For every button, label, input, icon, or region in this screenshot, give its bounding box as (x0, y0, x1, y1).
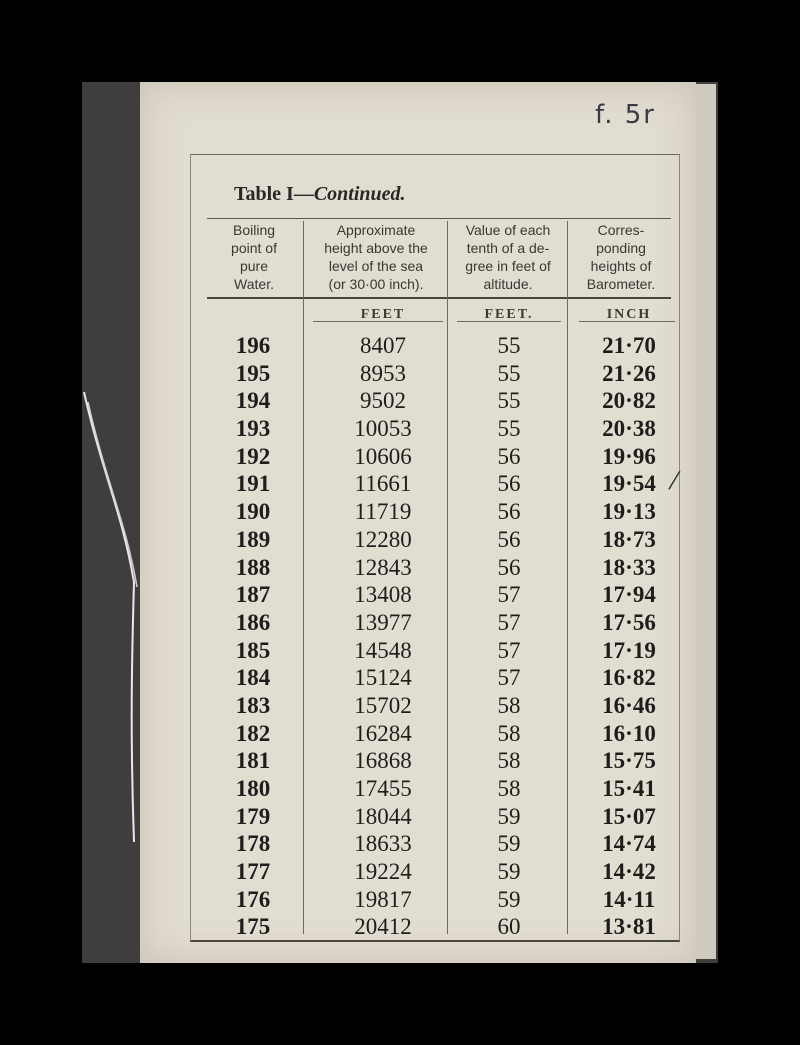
cell-value-per-tenth: 56 (497, 471, 521, 497)
cell-value-per-tenth: 58 (497, 748, 521, 774)
table-row (191, 720, 679, 748)
cell-barometer-inch: 15·41 (602, 776, 656, 801)
cell-value-per-tenth: 57 (497, 609, 521, 635)
cell-barometer-inch: 20·82 (602, 388, 656, 414)
header-barometer: Corres- ponding heights of Barometer. (586, 222, 656, 292)
table-row (191, 498, 679, 526)
cell-value-per-tenth: 58 (497, 776, 521, 801)
table-row (191, 913, 679, 941)
cell-value-per-tenth: 57 (497, 665, 521, 691)
cell-value-per-tenth: 59 (497, 886, 521, 912)
cell-value-per-tenth: 60 (497, 914, 521, 940)
cell-height-feet: 19817 (354, 886, 412, 912)
cell-value-per-tenth: 59 (497, 859, 521, 885)
unit-rule (579, 321, 675, 322)
table-row (191, 858, 679, 886)
cell-boiling-point: 196 (235, 333, 271, 358)
table-row (191, 332, 679, 360)
cell-boiling-point: 187 (235, 582, 271, 608)
cell-barometer-inch: 16·46 (602, 692, 656, 718)
cell-height-feet: 10053 (354, 416, 412, 442)
cell-barometer-inch: 21·26 (602, 360, 656, 386)
unit-feet: FEET (360, 307, 406, 322)
table-row (191, 775, 679, 803)
cell-barometer-inch: 15·75 (602, 748, 656, 774)
cell-value-per-tenth: 58 (497, 720, 521, 746)
cell-boiling-point: 179 (235, 803, 271, 829)
cell-boiling-point: 185 (235, 637, 271, 663)
cell-height-feet: 9502 (360, 388, 406, 414)
cell-value-per-tenth: 56 (497, 443, 521, 469)
cell-barometer-inch: 16·82 (602, 665, 656, 691)
page (140, 82, 696, 963)
cell-barometer-inch: 18·73 (602, 526, 656, 552)
table-row (191, 387, 679, 415)
cell-barometer-inch: 19·54 (602, 471, 656, 497)
cell-height-feet: 10606 (354, 443, 412, 469)
header-rule-bottom (207, 297, 671, 299)
cell-barometer-inch: 21·70 (602, 333, 656, 358)
cell-boiling-point: 178 (235, 831, 271, 857)
cell-value-per-tenth: 57 (497, 582, 521, 608)
cell-height-feet: 19224 (354, 859, 412, 885)
cell-boiling-point: 175 (235, 914, 271, 940)
cell-boiling-point: 192 (235, 443, 271, 469)
cell-value-per-tenth: 55 (497, 388, 521, 414)
table-row (191, 360, 679, 388)
cell-boiling-point: 193 (235, 416, 271, 442)
cell-value-per-tenth: 58 (497, 692, 521, 718)
cell-boiling-point: 176 (235, 886, 271, 912)
table-row (191, 692, 679, 720)
table-title-main: Table I (234, 183, 294, 205)
cell-barometer-inch: 17·56 (602, 609, 656, 635)
cell-boiling-point: 190 (235, 499, 271, 525)
cell-barometer-inch: 14·42 (602, 859, 656, 885)
cell-barometer-inch: 19·96 (602, 443, 656, 469)
table-row (191, 609, 679, 637)
cell-boiling-point: 177 (235, 859, 271, 885)
cell-boiling-point: 195 (235, 360, 271, 386)
cell-height-feet: 8953 (360, 360, 406, 386)
folio-number: f. 5r (594, 100, 656, 130)
cell-barometer-inch: 16·10 (602, 720, 656, 746)
cell-barometer-inch: 19·13 (602, 499, 656, 525)
cell-boiling-point: 191 (235, 471, 271, 497)
cell-barometer-inch: 15·07 (602, 803, 656, 829)
table-row (191, 803, 679, 831)
cell-barometer-inch: 20·38 (602, 416, 656, 442)
cell-height-feet: 15702 (354, 692, 412, 718)
cell-barometer-inch: 14·74 (602, 831, 656, 857)
cell-value-per-tenth: 59 (497, 803, 521, 829)
unit-rule (313, 321, 443, 322)
cell-barometer-inch: 14·11 (602, 886, 656, 912)
table-title-sep: — (293, 183, 314, 205)
boiling-point-table (190, 154, 680, 942)
table-row (191, 470, 679, 498)
table-row (191, 830, 679, 858)
cell-value-per-tenth: 55 (497, 416, 521, 442)
header-approx-height: Approximate height above the level of the sea (or 30·00 inch). (324, 222, 428, 292)
cell-value-per-tenth: 57 (497, 637, 521, 663)
cell-height-feet: 14548 (354, 637, 412, 663)
cell-height-feet: 16868 (354, 748, 412, 774)
cell-height-feet: 17455 (354, 776, 412, 801)
table-row (191, 415, 679, 443)
cell-height-feet: 11661 (354, 471, 412, 497)
cell-height-feet: 18044 (354, 803, 412, 829)
table-row (191, 637, 679, 665)
cell-value-per-tenth: 56 (497, 554, 521, 580)
unit-rule (457, 321, 561, 322)
table-row (191, 581, 679, 609)
cell-barometer-inch: 17·94 (602, 582, 656, 608)
cell-value-per-tenth: 55 (497, 360, 521, 386)
table-row (191, 554, 679, 582)
cell-height-feet: 18633 (354, 831, 412, 857)
table-row (191, 664, 679, 692)
cell-value-per-tenth: 55 (497, 333, 521, 358)
cell-boiling-point: 194 (235, 388, 271, 414)
thread-line (84, 392, 134, 842)
margin-pencil-mark: / (666, 463, 682, 498)
table-row (191, 886, 679, 914)
cell-boiling-point: 184 (235, 665, 271, 691)
cell-boiling-point: 180 (235, 776, 271, 801)
cell-height-feet: 20412 (354, 914, 412, 940)
cell-height-feet: 13408 (354, 582, 412, 608)
header-value-per-tenth: Value of each tenth of a de- gree in feet of altitude. (465, 222, 551, 292)
header-boiling-point: Boiling point of pure Water. (231, 222, 277, 292)
binding-thread (82, 392, 142, 842)
table-body (191, 332, 682, 941)
cell-height-feet: 12280 (354, 526, 412, 552)
cell-boiling-point: 182 (235, 720, 271, 746)
cell-value-per-tenth: 56 (497, 499, 521, 525)
unit-feet-value: FEET. (484, 307, 534, 322)
header-rule-top (207, 218, 671, 219)
scan-frame (82, 82, 718, 963)
cell-boiling-point: 188 (235, 554, 271, 580)
table-row (191, 443, 679, 471)
cell-height-feet: 13977 (354, 609, 412, 635)
table-title-continued: Continued. (313, 183, 406, 205)
cell-boiling-point: 189 (235, 526, 271, 552)
cell-barometer-inch: 13·81 (602, 914, 656, 940)
cell-boiling-point: 186 (235, 609, 271, 635)
cell-boiling-point: 183 (235, 692, 271, 718)
table-row (191, 747, 679, 775)
unit-inch: INCH (606, 307, 652, 322)
cell-value-per-tenth: 56 (497, 526, 521, 552)
cell-boiling-point: 181 (235, 748, 271, 774)
table-row (191, 526, 679, 554)
cell-height-feet: 16284 (354, 720, 412, 746)
cell-barometer-inch: 18·33 (602, 554, 656, 580)
cell-value-per-tenth: 59 (497, 831, 521, 857)
cell-height-feet: 15124 (354, 665, 412, 691)
cell-height-feet: 12843 (354, 554, 412, 580)
table-title (234, 183, 406, 206)
cell-height-feet: 11719 (354, 499, 412, 525)
cell-height-feet: 8407 (360, 333, 406, 358)
cell-barometer-inch: 17·19 (602, 637, 656, 663)
